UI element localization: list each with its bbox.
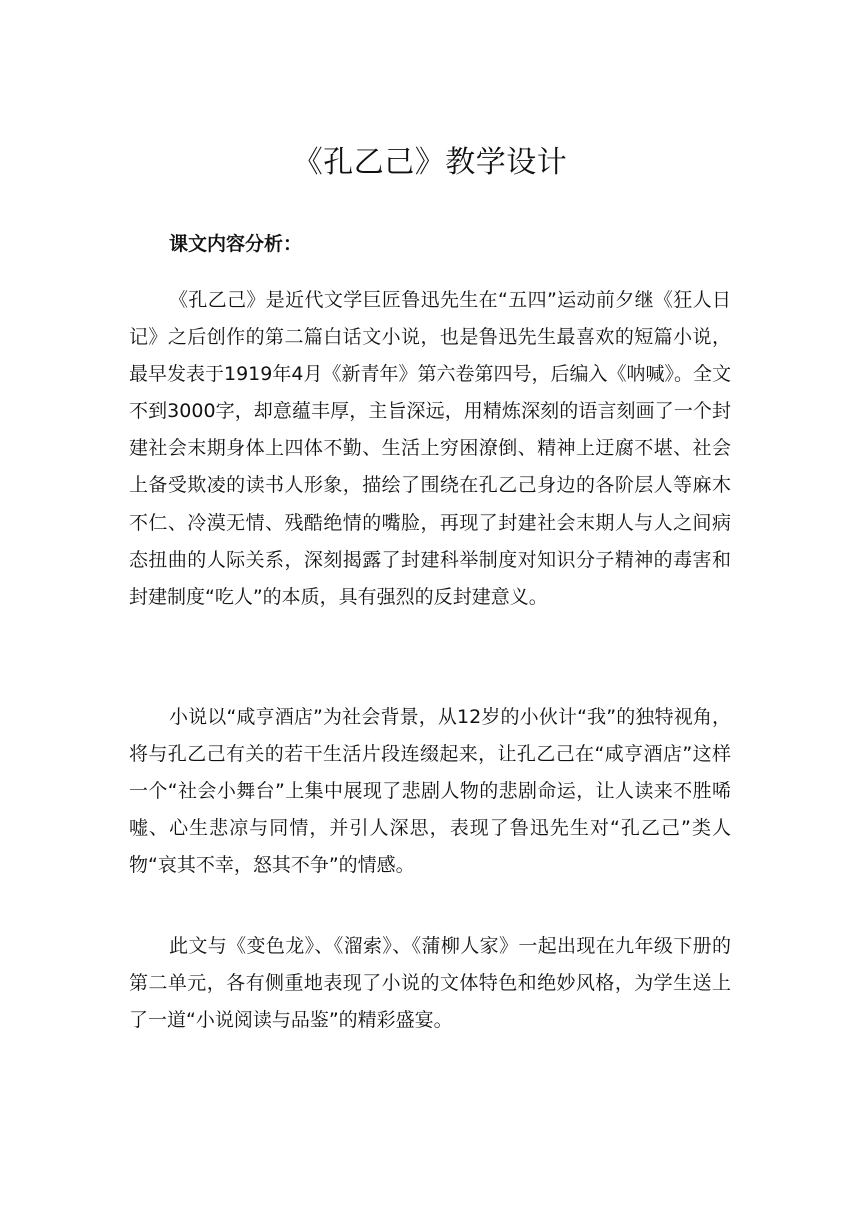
paragraph-unit-context: 此文与《变色龙》、《溜索》、《蒲柳人家》一起出现在九年级下册的第二单元，各有侧重地表现了小说的文体特色和绝妙风格，为学生送上了一道“小说阅读与品鉴”的精彩盛宴。 bbox=[129, 935, 731, 1032]
paragraph-analysis: 《孔乙己》是近代文学巨匠鲁迅先生在“五四”运动前夕继《狂人日记》之后创作的第二篇白话文小说，也是鲁迅先生最喜欢的短篇小说，最早发表于1919年4月《新青年》第六卷第四号，后编入《呐喊》。全文不到3000字，却意蕴丰厚，主旨深远，用精炼深刻的语言刻画了一个封建社会末期身体上四体不勤、生活上穷困潦倒、精神上迂腐不堪、社会上备受欺凌的读书人形象，描绘了围绕在孔乙己身边的各阶层人等麻木不仁、冷漠无情、残酷绝情的嘴脸，再现了封建社会末期人与人之间病态扭曲的人际关系，深刻揭露了封建科举制度对知识分子精神的毒害和封建制度“吃人”的本质，具有强烈的反封建意义。 bbox=[129, 289, 731, 608]
document-title: 《孔乙己》教学设计 bbox=[292, 145, 568, 180]
paragraph-perspective: 小说以“咸亨酒店”为社会背景，从12岁的小伙计“我”的独特视角，将与孔乙己有关的若干生活片段连缀起来，让孔乙己在“咸亨酒店”这样一个“社会小舞台”上集中展现了悲剧人物的悲剧命运，让人读来不胜唏嘘、心生悲凉与同情，并引人深思，表现了鲁迅先生对“孔乙己”类人物“哀其不幸，怒其不争”的情感。 bbox=[129, 706, 731, 877]
section-heading: 课文内容分析： bbox=[169, 233, 303, 255]
